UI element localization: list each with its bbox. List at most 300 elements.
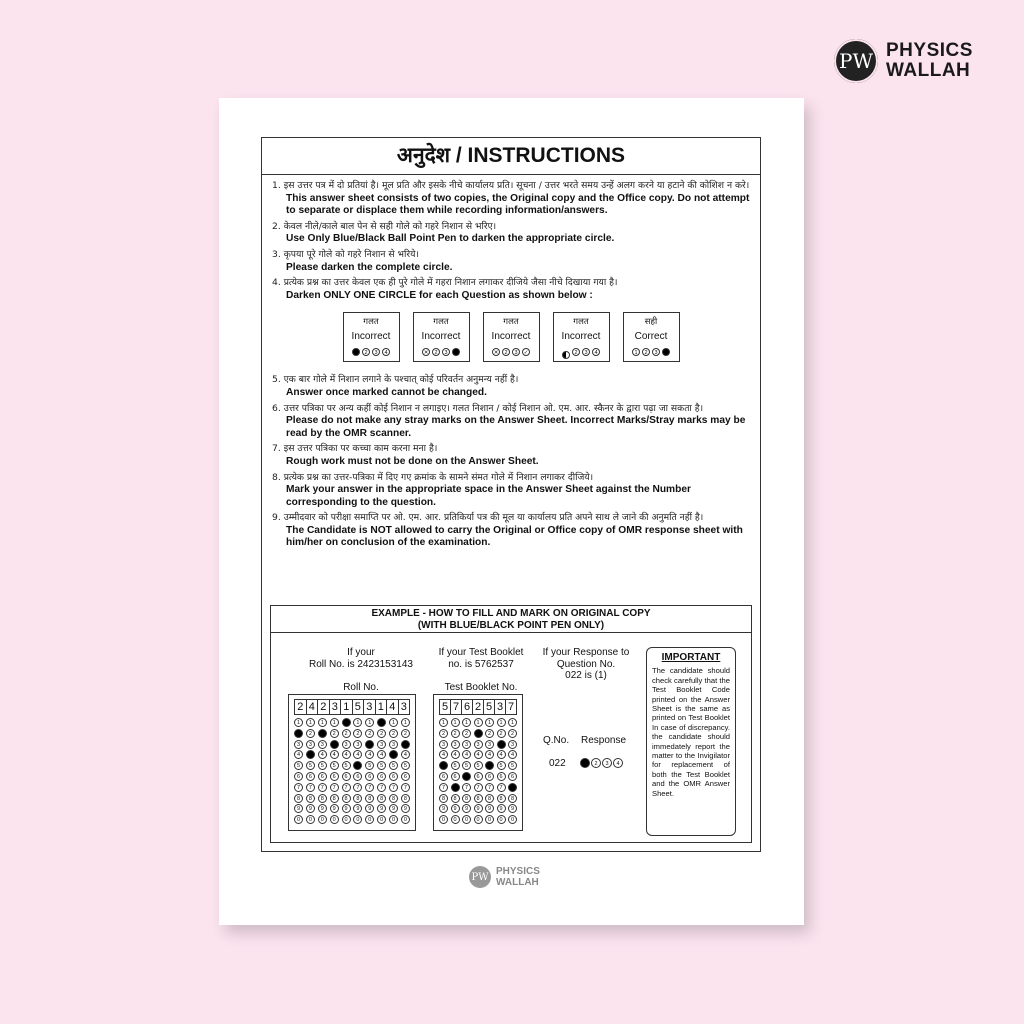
bubble: 8 xyxy=(318,794,327,803)
bubble: 6 xyxy=(474,772,483,781)
instruction-list xyxy=(272,180,750,553)
instruction-sheet xyxy=(219,98,804,925)
bubble: 3 xyxy=(342,740,351,749)
bubble: 0 xyxy=(330,815,339,824)
bubble: 1 xyxy=(497,718,506,727)
bubble: 9 xyxy=(306,804,315,813)
bubble: 0 xyxy=(508,815,517,824)
bubble: 9 xyxy=(439,804,448,813)
digit-box: 5 xyxy=(441,701,449,713)
sample-label: Incorrect xyxy=(421,330,461,342)
bubble: 1 xyxy=(318,718,327,727)
bubble: 1 xyxy=(439,718,448,727)
bubble: 2 xyxy=(330,729,339,738)
bubble: 3 xyxy=(474,740,483,749)
bubble-row xyxy=(439,740,517,749)
bubble: 3 xyxy=(652,348,660,356)
instruction-item xyxy=(272,221,750,246)
response-bubbles xyxy=(580,758,623,768)
filled-bubble xyxy=(508,783,517,792)
instruction-item xyxy=(272,374,750,399)
instruction-item xyxy=(272,277,750,302)
digit-box: 2 xyxy=(472,700,483,714)
filled-bubble xyxy=(318,729,327,738)
brand-line1: PHYSICS xyxy=(886,40,973,61)
bubble: 8 xyxy=(342,794,351,803)
roll-number-grid xyxy=(288,694,416,831)
bubble: 4 xyxy=(377,750,386,759)
sample-bubbles xyxy=(554,348,609,359)
instruction-hindi-text: प्रत्येक प्रश्न का उत्तर केवल एक ही पुरे गोले में गहरा निशान लगाकर दीजिये जैसा नीचे दिखाया गया है। xyxy=(283,277,618,289)
sample-hindi-label: सही xyxy=(644,317,658,328)
bubble: 8 xyxy=(474,794,483,803)
bubble: 5 xyxy=(474,761,483,770)
bubble: 2 xyxy=(508,729,517,738)
bubble: 3 xyxy=(318,740,327,749)
bubble: 1 xyxy=(474,718,483,727)
bubble: 2 xyxy=(389,729,398,738)
bubble: 3 xyxy=(442,348,450,356)
marking-sample xyxy=(413,312,470,362)
instruction-item xyxy=(272,512,750,550)
page-title: अनुदेश / INSTRUCTIONS xyxy=(262,138,760,175)
instruction-hindi-text: इस उत्तर पत्र में दो प्रतियां है। मूल प्रति और इसके नीचे कार्यालय प्रति। सूचना / उत्तर भरते समय उन्हें अलग करने या हटाने की कोशिश न करे। xyxy=(283,180,750,191)
bubble: 8 xyxy=(497,794,506,803)
bubble: 5 xyxy=(342,761,351,770)
bubble: 3 xyxy=(353,740,362,749)
bubble: 4 xyxy=(497,750,506,759)
instruction-english: Mark your answer in the appropriate space in the Answer Sheet against the Number corresponding to the question. xyxy=(286,484,691,508)
filled-bubble xyxy=(352,348,360,356)
sample-hindi-label: गलत xyxy=(363,317,379,328)
digit-box: 1 xyxy=(375,700,387,714)
bubble: 7 xyxy=(353,783,362,792)
bubble: 4 xyxy=(294,750,303,759)
bubble: 2 xyxy=(485,729,494,738)
instruction-english: Darken ONLY ONE CIRCLE for each Question as shown below : xyxy=(286,289,593,301)
response-label: Response xyxy=(581,735,627,746)
bubble: 0 xyxy=(318,815,327,824)
filled-bubble xyxy=(462,772,471,781)
bubble: 7 xyxy=(474,783,483,792)
booklet-caption-1: If your Test Booklet xyxy=(438,647,524,658)
bubble: 6 xyxy=(377,772,386,781)
digit-box: 2 xyxy=(297,701,304,713)
filled-bubble xyxy=(474,729,483,738)
instruction-english: Please do not make any stray marks on the Answer Sheet. Incorrect Marks/Stray marks may be read by the OMR scanner. xyxy=(286,415,746,439)
filled-bubble xyxy=(497,740,506,749)
bubble: 6 xyxy=(389,772,398,781)
bubble: 9 xyxy=(401,804,410,813)
bubble: 4 xyxy=(474,750,483,759)
digit-box: 3 xyxy=(329,700,341,714)
digit-boxes xyxy=(294,699,410,715)
instruction-item xyxy=(272,249,750,274)
filled-bubble xyxy=(306,750,315,759)
bubble: 1 xyxy=(485,718,494,727)
bubble-row xyxy=(294,772,410,781)
example-box xyxy=(270,605,752,843)
bubble: 9 xyxy=(377,804,386,813)
bubble: 7 xyxy=(462,783,471,792)
example-heading: EXAMPLE - HOW TO FILL AND MARK ON ORIGINAL COPY xyxy=(371,608,651,619)
instruction-number: 4. xyxy=(272,277,281,289)
bubble: 4 xyxy=(508,750,517,759)
sample-label: Incorrect xyxy=(561,330,601,342)
sample-hindi-label: गलत xyxy=(433,317,449,328)
brand-line2: WALLAH xyxy=(886,60,971,81)
instruction-hindi xyxy=(272,403,750,416)
filled-bubble xyxy=(452,348,460,356)
bubble: 3 xyxy=(462,740,471,749)
bubble: 6 xyxy=(508,772,517,781)
filled-bubble xyxy=(439,761,448,770)
bubble-row xyxy=(294,794,410,803)
bubble: 9 xyxy=(451,804,460,813)
bubble: 0 xyxy=(462,815,471,824)
bubble: 3 xyxy=(485,740,494,749)
bubble: 5 xyxy=(401,761,410,770)
digit-box: 2 xyxy=(317,700,329,714)
bubble: 4 xyxy=(353,750,362,759)
resp-caption-1: If your Response to xyxy=(542,647,630,658)
digit-box: 5 xyxy=(483,700,494,714)
instruction-number: 2. xyxy=(272,220,281,232)
bubble: 0 xyxy=(401,815,410,824)
bubble: 3 xyxy=(377,740,386,749)
bubble: 4 xyxy=(592,348,600,356)
ticked-bubble: ✓ xyxy=(523,349,529,356)
bubble: 2 xyxy=(401,729,410,738)
instruction-number: 6. xyxy=(272,402,281,414)
bubble: 3 xyxy=(582,348,590,356)
important-title: IMPORTANT xyxy=(661,652,721,663)
bubble: 0 xyxy=(353,815,362,824)
bubble: 8 xyxy=(508,794,517,803)
bubble-row xyxy=(294,729,410,738)
bubble-row xyxy=(439,815,517,824)
physics-wallah-logo xyxy=(834,39,973,83)
bubble: 1 xyxy=(508,718,517,727)
bubble: 6 xyxy=(451,772,460,781)
bubble: 9 xyxy=(497,804,506,813)
footer-logo xyxy=(469,866,540,888)
sample-bubbles xyxy=(414,348,469,356)
bubble: 4 xyxy=(365,750,374,759)
roll-caption-2: Roll No. is 2423153143 xyxy=(309,658,413,670)
bubble-row xyxy=(439,772,517,781)
digit-box: 3 xyxy=(398,700,410,714)
instruction-hindi xyxy=(272,221,750,234)
filled-bubble xyxy=(330,740,339,749)
resp-caption-2: Question No. xyxy=(556,658,616,670)
crossed-bubble: ✕ xyxy=(423,349,429,356)
crossed-bubble: ✕ xyxy=(493,349,499,356)
instruction-hindi-text: इस उत्तर पत्रिका पर कच्चा काम करना मना है। xyxy=(283,443,438,455)
digit-box: 1 xyxy=(340,700,352,714)
bubble: 0 xyxy=(377,815,386,824)
bubble: 9 xyxy=(485,804,494,813)
bubble: 6 xyxy=(485,772,494,781)
roll-caption-1: If your xyxy=(347,647,375,658)
instruction-hindi xyxy=(272,277,750,290)
sample-hindi-label: गलत xyxy=(503,317,519,328)
bubble: 8 xyxy=(377,794,386,803)
bubble: 6 xyxy=(353,772,362,781)
instruction-number: 8. xyxy=(272,471,281,483)
instruction-item xyxy=(272,180,750,218)
bubble: 2 xyxy=(306,729,315,738)
sample-bubbles xyxy=(624,348,679,356)
footer-line2: WALLAH xyxy=(496,877,539,888)
marking-sample xyxy=(483,312,540,362)
bubble: 9 xyxy=(318,804,327,813)
instruction-hindi-text: उत्तर पत्रिका पर अन्य कहीं कोई निशान न लगाइए। गलत निशान / कोई निशान ओ. एम. आर. स्कैनर के द्वारा पढ़ा जा सकता है। xyxy=(283,402,704,414)
sample-label: Incorrect xyxy=(351,330,391,342)
bubble: 0 xyxy=(294,815,303,824)
bubble-row xyxy=(294,740,410,749)
instruction-hindi xyxy=(272,180,750,193)
bubble: 4 xyxy=(451,750,460,759)
bubble: 0 xyxy=(306,815,315,824)
marking-sample xyxy=(623,312,680,362)
marking-samples xyxy=(272,312,750,362)
digit-box: 4 xyxy=(306,700,318,714)
bubble: 5 xyxy=(318,761,327,770)
instruction-english: Rough work must not be done on the Answer Sheet. xyxy=(286,455,539,467)
bubble-row xyxy=(294,804,410,813)
instructions-frame xyxy=(261,137,761,852)
qno-label: Q.No. xyxy=(543,735,570,746)
instruction-item xyxy=(272,443,750,468)
bubble: 5 xyxy=(451,761,460,770)
instruction-hindi-text: उम्मीदवार को परीक्षा समाप्ति पर ओ. एम. आर. प्रतिकिर्या पत्र की मूल या कार्यालय प्रति अपने साथ ले जाने की अनुमति नहीं है। xyxy=(283,512,704,524)
bubble: 3 xyxy=(508,740,517,749)
bubble: 4 xyxy=(330,750,339,759)
filled-bubble xyxy=(451,783,460,792)
bubble: 1 xyxy=(306,718,315,727)
bubble: 3 xyxy=(439,740,448,749)
bubble: 3 xyxy=(294,740,303,749)
bubble: 2 xyxy=(642,348,650,356)
filled-bubble xyxy=(294,729,303,738)
bubble: 3 xyxy=(389,740,398,749)
marking-sample xyxy=(553,312,610,362)
instruction-hindi-text: केवल नीले/काले बाल पेन से सही गोले को गहरे निशान से भरिए। xyxy=(283,220,497,232)
bubble: 9 xyxy=(294,804,303,813)
bubble: 4 xyxy=(342,750,351,759)
bubble: 7 xyxy=(377,783,386,792)
instruction-number: 5. xyxy=(272,374,281,386)
bubble: 6 xyxy=(439,772,448,781)
bubble: 5 xyxy=(306,761,315,770)
instruction-hindi xyxy=(272,249,750,262)
bubble: 2 xyxy=(502,348,510,356)
instruction-item xyxy=(272,472,750,510)
booklet-number-grid xyxy=(433,694,523,831)
qno-value: 022 xyxy=(549,758,566,769)
footer-line1: PHYSICS xyxy=(496,866,540,877)
bubble: 0 xyxy=(485,815,494,824)
bubble: 6 xyxy=(365,772,374,781)
bubble: 8 xyxy=(485,794,494,803)
bubble: 5 xyxy=(508,761,517,770)
bubble: 0 xyxy=(365,815,374,824)
digit-box: 3 xyxy=(363,700,375,714)
bubble-row xyxy=(294,718,410,727)
bubble: 6 xyxy=(401,772,410,781)
instruction-hindi xyxy=(272,472,750,485)
sample-bubbles xyxy=(344,348,399,356)
bubble: 1 xyxy=(353,718,362,727)
bubble: 2 xyxy=(439,729,448,738)
bubble: 8 xyxy=(330,794,339,803)
digit-box: 6 xyxy=(461,700,472,714)
bubble: 6 xyxy=(318,772,327,781)
important-notice xyxy=(646,647,736,836)
bubble: 6 xyxy=(497,772,506,781)
pw-seal-icon: PW xyxy=(834,39,878,83)
bubble: 7 xyxy=(485,783,494,792)
instruction-hindi xyxy=(272,443,750,456)
filled-bubble xyxy=(401,740,410,749)
filled-bubble xyxy=(485,761,494,770)
bubble: 9 xyxy=(462,804,471,813)
bubble: 6 xyxy=(342,772,351,781)
marking-sample xyxy=(343,312,400,362)
digit-box: 5 xyxy=(352,700,364,714)
instruction-number: 1. xyxy=(272,180,281,191)
bubble: 7 xyxy=(401,783,410,792)
digit-box: 7 xyxy=(450,700,461,714)
bubble: 4 xyxy=(439,750,448,759)
bubble: 9 xyxy=(353,804,362,813)
bubble: 2 xyxy=(572,348,580,356)
bubble: 6 xyxy=(330,772,339,781)
bubble: 7 xyxy=(330,783,339,792)
instruction-english: Use Only Blue/Black Ball Point Pen to darken the appropriate circle. xyxy=(286,233,615,245)
bubble: 8 xyxy=(365,794,374,803)
booklet-caption-2: no. is 5762537 xyxy=(448,658,514,670)
bubble-row xyxy=(439,718,517,727)
bubble: 5 xyxy=(330,761,339,770)
bubble: 5 xyxy=(497,761,506,770)
bubble: 1 xyxy=(401,718,410,727)
bubble: 0 xyxy=(439,815,448,824)
instruction-hindi-text: एक बार गोले में निशान लगाने के पश्चात् कोई परिवर्तन अनुमन्य नहीं है। xyxy=(283,374,519,386)
bubble: 9 xyxy=(342,804,351,813)
bubble: 8 xyxy=(439,794,448,803)
bubble: 3 xyxy=(451,740,460,749)
digit-box: 3 xyxy=(494,700,505,714)
bubble: 7 xyxy=(439,783,448,792)
bubble: 9 xyxy=(330,804,339,813)
bubble: 7 xyxy=(318,783,327,792)
instruction-english: This answer sheet consists of two copies, the Original copy and the Office copy. Do not attempt to separate or displace them while recording information/answers. xyxy=(286,192,750,217)
bubble: 7 xyxy=(389,783,398,792)
bubble: 1 xyxy=(365,718,374,727)
instruction-hindi-text: प्रत्येक प्रश्न का उत्तर-पत्रिका में दिए गए क्रमांक के सामने संमत गोले में निशान लगाकर दीजिये। xyxy=(283,471,594,483)
bubble: 8 xyxy=(294,794,303,803)
bubble: 4 xyxy=(613,758,623,768)
filled-bubble xyxy=(342,718,351,727)
bubble: 0 xyxy=(474,815,483,824)
bubble-row xyxy=(294,750,410,759)
bubble-row xyxy=(439,783,517,792)
bubble: 7 xyxy=(497,783,506,792)
important-text: The candidate should check carefully that the Test Booklet Code printed on the Answer Sheet is the same as printed on Test Booklet In case of discrepancy. the candidate should immedately report the matter to the Invigilator for replacement of both the Test Booklet and the OMR Answer Sheet. xyxy=(652,666,730,798)
bubble: 2 xyxy=(353,729,362,738)
bubble: 5 xyxy=(365,761,374,770)
bubble: 8 xyxy=(401,794,410,803)
bubble: 5 xyxy=(462,761,471,770)
bubble: 2 xyxy=(432,348,440,356)
bubble: 8 xyxy=(353,794,362,803)
bubble: 0 xyxy=(389,815,398,824)
bubble: 5 xyxy=(377,761,386,770)
bubble: 3 xyxy=(512,348,520,356)
bubble: 8 xyxy=(451,794,460,803)
bubble: 1 xyxy=(294,718,303,727)
bubble-row xyxy=(439,729,517,738)
bubble: 3 xyxy=(602,758,612,768)
bubble-row xyxy=(294,815,410,824)
bubble: 7 xyxy=(365,783,374,792)
filled-bubble xyxy=(580,758,590,768)
bubble: 7 xyxy=(306,783,315,792)
instruction-english: Please darken the complete circle. xyxy=(286,261,453,273)
roll-label: Roll No. xyxy=(343,682,379,693)
bubble: 9 xyxy=(389,804,398,813)
digit-boxes xyxy=(439,699,517,715)
example-subheading: (WITH BLUE/BLACK POINT PEN ONLY) xyxy=(417,619,605,631)
bubble: 0 xyxy=(342,815,351,824)
bubble: 3 xyxy=(372,348,380,356)
bubble: 9 xyxy=(365,804,374,813)
instruction-hindi xyxy=(272,512,750,525)
filled-bubble xyxy=(662,348,670,356)
filled-bubble xyxy=(365,740,374,749)
bubble: 4 xyxy=(401,750,410,759)
bubble: 1 xyxy=(389,718,398,727)
bubble: 1 xyxy=(462,718,471,727)
bubble: 2 xyxy=(365,729,374,738)
sample-label: Incorrect xyxy=(491,330,531,342)
bubble: 2 xyxy=(591,758,601,768)
bubble: 9 xyxy=(474,804,483,813)
bubble: 2 xyxy=(377,729,386,738)
sample-label: Correct xyxy=(634,330,668,342)
instruction-number: 7. xyxy=(272,443,281,455)
bubble: 5 xyxy=(294,761,303,770)
instruction-english: The Candidate is NOT allowed to carry the Original or Office copy of OMR response sheet with him/her on conclusion of the examination. xyxy=(286,524,743,549)
sample-hindi-label: गलत xyxy=(573,317,589,328)
bubble: 4 xyxy=(318,750,327,759)
sample-bubbles xyxy=(484,348,539,356)
bubble: 8 xyxy=(462,794,471,803)
digit-box: 4 xyxy=(386,700,398,714)
bubble: 1 xyxy=(330,718,339,727)
bubble: 5 xyxy=(389,761,398,770)
resp-caption-3: 022 is (1) xyxy=(565,670,607,681)
filled-bubble xyxy=(377,718,386,727)
bubble: 4 xyxy=(462,750,471,759)
bubble: 0 xyxy=(497,815,506,824)
bubble: 8 xyxy=(389,794,398,803)
instruction-item xyxy=(272,403,750,441)
instruction-english: Answer once marked cannot be changed. xyxy=(286,386,487,398)
bubble: 2 xyxy=(462,729,471,738)
